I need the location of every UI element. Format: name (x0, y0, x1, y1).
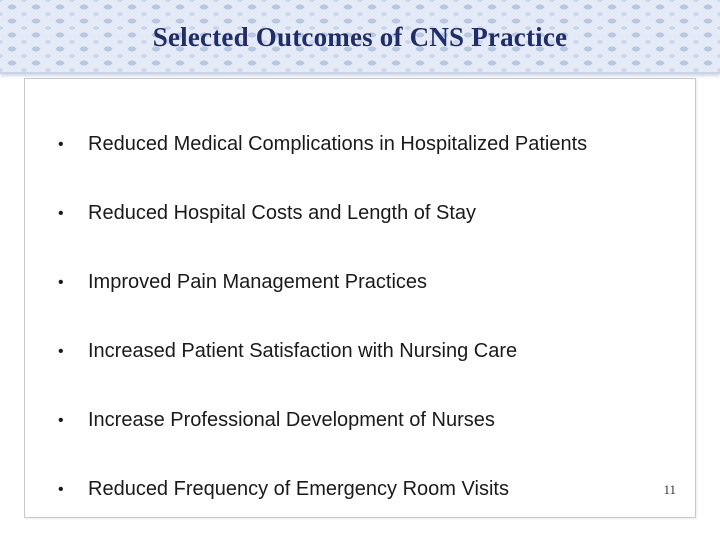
bullet-text: Reduced Hospital Costs and Length of Stay (88, 202, 477, 224)
bullet-list (58, 110, 587, 524)
page-number: 11 (663, 482, 676, 497)
bullet-item (58, 179, 587, 248)
bullet-marker: • (58, 480, 64, 498)
bullet-text: Increase Professional Development of Nurses (88, 409, 495, 431)
slide-title: Selected Outcomes of CNS Practice (152, 22, 568, 52)
bullet-item (58, 110, 587, 179)
bullet-marker: • (58, 411, 64, 429)
bullet-item (58, 455, 587, 524)
bullet-marker: • (58, 273, 64, 291)
bullet-item (58, 317, 587, 386)
bullet-text: Increased Patient Satisfaction with Nursing Care (88, 340, 518, 362)
bullet-text: Reduced Frequency of Emergency Room Visits (88, 478, 509, 500)
bullet-marker: • (58, 135, 64, 153)
bullet-item (58, 248, 587, 317)
bullet-item (58, 386, 587, 455)
bullet-text: Improved Pain Management Practices (88, 271, 428, 293)
bullet-text: Reduced Medical Complications in Hospitalized Patients (88, 133, 588, 155)
bullet-marker: • (58, 342, 64, 360)
bullet-marker: • (58, 204, 64, 222)
